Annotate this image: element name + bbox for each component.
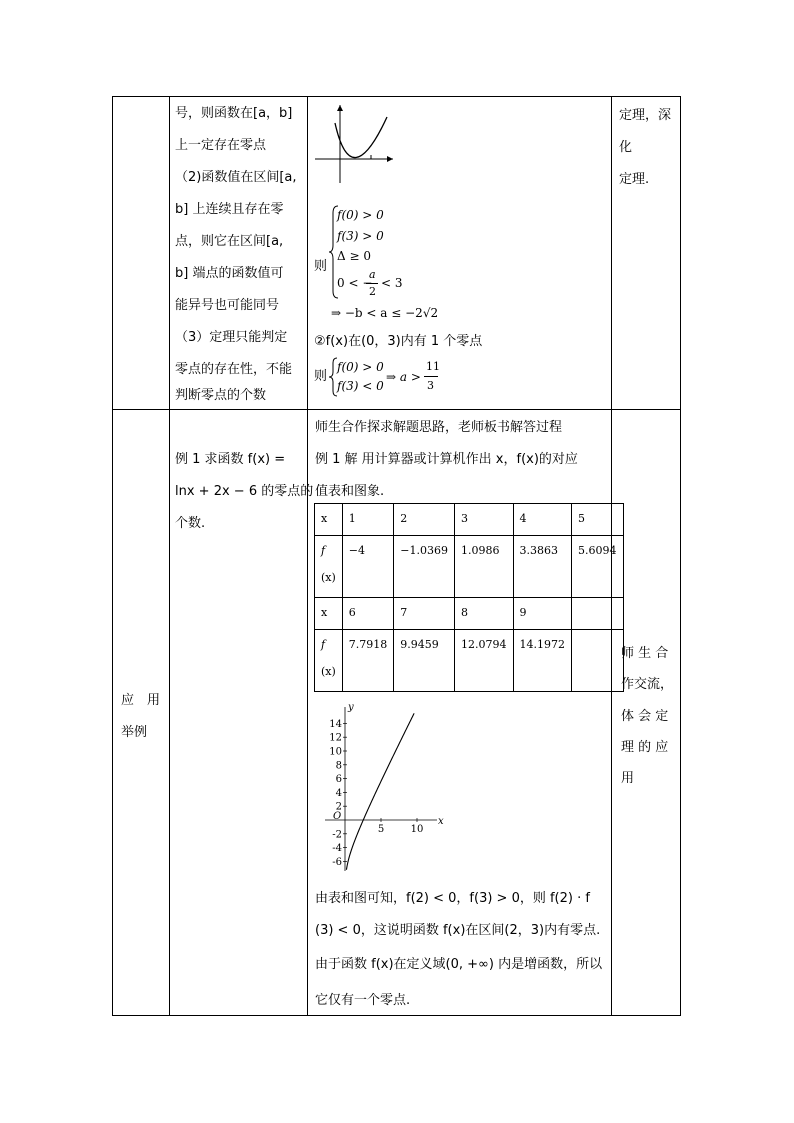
table-row [315, 504, 624, 536]
table-cell: 3.3863 [513, 536, 572, 598]
y-tick-label: 8 [335, 760, 342, 772]
note-line: b] 上连续且存在零 [175, 202, 284, 217]
row-label: (x) [321, 571, 336, 584]
x-axis-label: x [438, 816, 444, 827]
table-cell [572, 630, 624, 692]
fraction-num: a [369, 268, 376, 281]
note-line: 上一定存在零点 [175, 138, 267, 153]
function-graph [317, 701, 447, 877]
table-cell: 12.0794 [455, 630, 514, 692]
activity-line: 作交流， [621, 677, 674, 692]
purpose-line: 定理. [619, 172, 650, 187]
solution-line: 例 1 解 用计算器或计算机作出 x，f(x)的对应 [315, 452, 578, 467]
result: ⇒ a > [386, 370, 421, 384]
note-line: 点，则它在区间[a, [175, 234, 284, 249]
table-cell: −4 [342, 536, 394, 598]
condition: < 3 [381, 276, 403, 290]
table-row [315, 630, 624, 692]
problem-line: 例 1 求函数 f(x) = [175, 452, 286, 467]
table-cell [315, 630, 343, 692]
note-line: （3）定理只能判定 [175, 330, 288, 345]
row-label: (x) [321, 665, 336, 678]
table-cell: 2 [394, 504, 455, 536]
table-cell: 7.7918 [342, 630, 394, 692]
table-cell: 5.6094 [572, 536, 624, 598]
teaching-intro: 师生合作探求解题思路，老师板书解答过程 [315, 420, 563, 435]
conclusion-line: 它仅有一个零点. [315, 993, 411, 1008]
condition: f(0) > 0 [337, 360, 384, 374]
function-curve [346, 713, 414, 869]
y-ticks [329, 719, 347, 868]
note-line: 零点的存在性，不能 [175, 362, 293, 377]
condition: 0 < − [337, 276, 373, 290]
condition: Δ ≥ 0 [337, 249, 371, 263]
activity-line: 理 的 应 [621, 740, 669, 755]
table-cell [315, 536, 343, 598]
activity-line: 师 生 合 [621, 646, 669, 661]
row-label: f [321, 544, 326, 557]
table-cell: 8 [455, 598, 514, 630]
table-cell: 9.9459 [394, 630, 455, 692]
condition: f(3) > 0 [337, 229, 384, 243]
problem-line: lnx + 2x − 6 的零点的 [175, 484, 314, 499]
condition: f(0) > 0 [337, 208, 384, 222]
y-tick-label: 2 [335, 801, 342, 813]
purpose-line: 化 [619, 140, 633, 155]
column-divider [169, 97, 170, 1015]
row-label: f [321, 638, 326, 651]
case2-heading: ②f(x)在(0，3)内有 1 个零点 [314, 334, 483, 349]
activity-line: 用 [621, 771, 635, 786]
y-tick-label: 10 [329, 746, 342, 758]
table-cell: 1 [342, 504, 394, 536]
y-axis-label: y [348, 702, 354, 713]
x-ticks [378, 818, 424, 835]
activity-line: 体 会 定 [621, 709, 669, 724]
table-cell: 5 [572, 504, 624, 536]
table-cell: 1.0986 [455, 536, 514, 598]
stage-line: 应 用 [121, 693, 161, 708]
table-cell: 7 [394, 598, 455, 630]
table-cell: x [315, 504, 343, 536]
y-tick-label: 14 [329, 718, 342, 730]
fraction-bar [424, 376, 438, 377]
problem-line: 个数. [175, 516, 206, 531]
result: ⇒ −b < a ≤ −2√2 [331, 306, 439, 320]
then-label: 则 [314, 369, 328, 384]
y-tick-label: 12 [329, 732, 342, 744]
lesson-plan-table [112, 96, 681, 1016]
table-cell [572, 598, 624, 630]
row-divider [113, 409, 680, 410]
fraction-num: 11 [426, 360, 440, 373]
note-line: b] 端点的函数值可 [175, 266, 284, 281]
note-line: 能异号也可能同号 [175, 298, 280, 313]
x-tick-label: 10 [410, 824, 424, 835]
y-tick-label: -4 [332, 843, 342, 855]
conclusion-line: (3) < 0，这说明函数 f(x)在区间(2，3)内有零点. [315, 923, 601, 938]
solution-line: 值表和图象. [315, 484, 385, 499]
purpose-line: 定理，深 [619, 108, 672, 123]
y-tick-label: -6 [332, 856, 342, 868]
conclusion-line: 由于函数 f(x)在定义域(0, +∞) 内是增函数，所以 [315, 957, 603, 972]
column-divider [307, 97, 308, 1015]
table-cell: 4 [513, 504, 572, 536]
conclusion-line: 由表和图可知，f(2) < 0，f(3) > 0，则 f(2) · f [315, 891, 590, 906]
table-cell: 6 [342, 598, 394, 630]
stage-line: 举例 [121, 725, 148, 740]
parabola-sketch [313, 103, 395, 187]
y-tick-label: 6 [335, 774, 342, 786]
fraction-den: 3 [427, 379, 434, 392]
then-label: 则 [314, 259, 328, 274]
table-row [315, 598, 624, 630]
note-line: （2)函数值在区间[a, [175, 170, 297, 185]
table-cell: 9 [513, 598, 572, 630]
table-cell: 14.1972 [513, 630, 572, 692]
condition: f(3) < 0 [337, 379, 384, 393]
x-tick-label: 5 [377, 824, 385, 835]
table-cell: −1.0369 [394, 536, 455, 598]
y-tick-label: 4 [335, 787, 342, 799]
table-cell: 3 [455, 504, 514, 536]
fraction-den: 2 [369, 285, 376, 298]
table-row [315, 536, 624, 598]
note-line: 号，则函数在[a，b] [175, 106, 293, 121]
table-cell: x [315, 598, 343, 630]
origin-label: O [333, 811, 342, 822]
value-table [314, 503, 624, 692]
note-line: 判断零点的个数 [175, 388, 267, 403]
y-tick-label: -2 [332, 829, 342, 841]
